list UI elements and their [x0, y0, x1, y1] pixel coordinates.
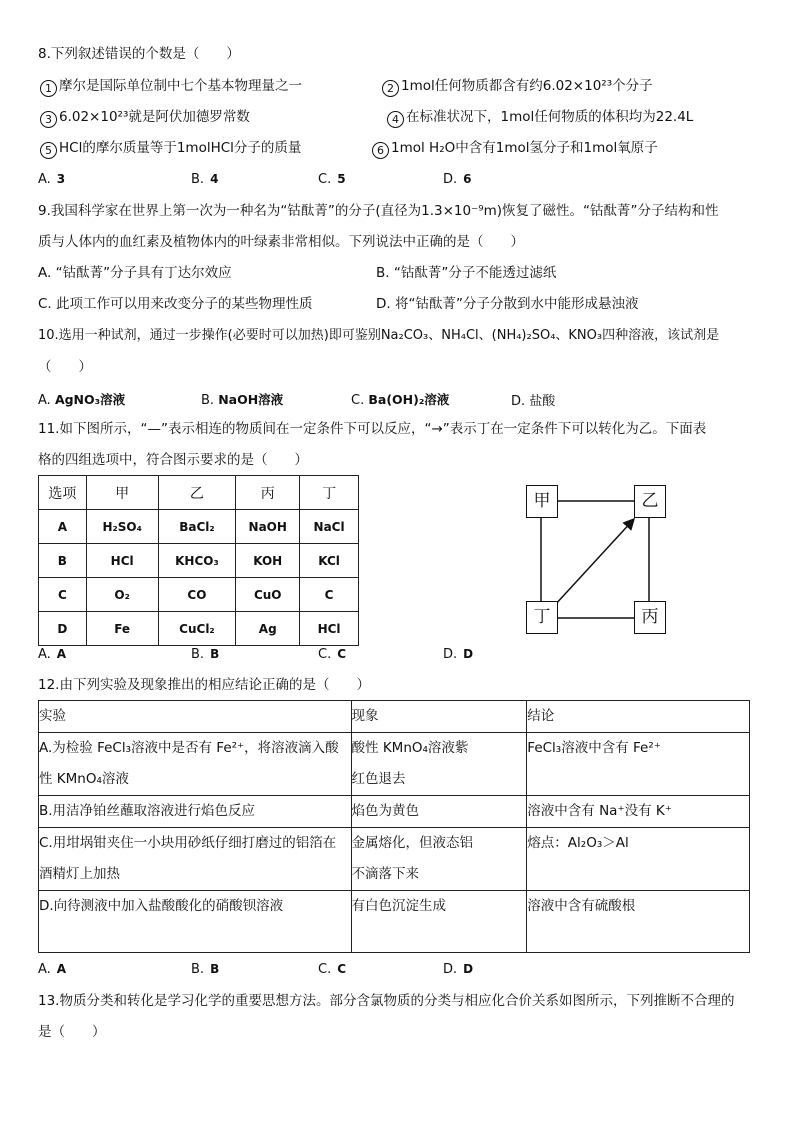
q9-stem-line2: 质与人体内的血红素及植物体内的叶绿素非常相似。下列说法中正确的是（ ） — [38, 234, 524, 250]
q8-item-3: 3 6.02×10²³就是阿伏加德罗常数 — [40, 108, 250, 128]
table-cell: B.用洁净铂丝蘸取溶液进行焰色反应 — [39, 796, 352, 828]
table-cell: A.为检验 FeCl₃溶液中是否有 Fe²⁺，将溶液滴入酸 性 KMnO₄溶液 — [39, 733, 352, 796]
table-header-cell: 选项 — [39, 476, 87, 510]
q9-option-b[interactable]: B. “钴酞菁”分子不能透过滤纸 — [376, 265, 557, 281]
diagram-node-jia: 甲 — [526, 485, 558, 518]
table-cell: Fe — [86, 612, 158, 646]
table-cell: D.向待测液中加入盐酸酸化的硝酸钡溶液 — [39, 891, 352, 953]
table-cell: 溶液中含有 Na⁺没有 K⁺ — [527, 796, 750, 828]
q9-stem-line1: 9.我国科学家在世界上第一次为一种名为“钴酞菁”的分子(直径为1.3×10⁻⁹m)恢复了磁性。“钴酞菁”分子结构和性 — [38, 203, 719, 219]
circle-number-icon: 1 — [40, 80, 57, 97]
q11-stem-line2: 格的四组选项中，符合图示要求的是（ ） — [38, 452, 308, 468]
q10-option-b[interactable]: B. NaOH溶液 — [201, 392, 284, 408]
q11-table — [38, 475, 359, 646]
table-cell: NaOH — [236, 510, 300, 544]
table-row — [39, 891, 750, 953]
circle-number-icon: 5 — [40, 142, 57, 159]
diagram-node-bing: 丙 — [634, 601, 666, 634]
q10-option-d[interactable]: D. 盐酸 — [511, 394, 556, 409]
table-cell: 有白色沉淀生成 — [351, 891, 527, 953]
table-header-cell: 甲 — [86, 476, 158, 510]
q8-option-b[interactable]: B. 4 — [191, 172, 219, 187]
table-cell: D — [39, 612, 87, 646]
table-cell: KHCO₃ — [158, 544, 236, 578]
table-cell: C.用坩埚钳夹住一小块用砂纸仔细打磨过的铝箔在 酒精灯上加热 — [39, 828, 352, 891]
q8-option-c[interactable]: C. 5 — [318, 172, 346, 187]
q8-item-5: 5 HCl的摩尔质量等于1molHCl分子的质量 — [40, 139, 301, 159]
table-cell: Ag — [236, 612, 300, 646]
q8-item-2: 2 1mol任何物质都含有约6.02×10²³个分子 — [382, 77, 653, 97]
q13-stem-line2: 是（ ） — [38, 1024, 106, 1040]
q12-option-b[interactable]: B. B — [191, 962, 220, 977]
circle-number-icon: 6 — [372, 142, 389, 159]
table-row — [39, 578, 359, 612]
table-cell: CO — [158, 578, 236, 612]
q12-table — [38, 700, 750, 953]
q11-option-a[interactable]: A. A — [38, 647, 67, 662]
table-cell: C — [300, 578, 359, 612]
q11-option-d[interactable]: D. D — [443, 647, 474, 662]
table-cell: CuO — [236, 578, 300, 612]
table-header-cell: 结论 — [527, 701, 750, 733]
q10-stem-line1: 10.选用一种试剂，通过一步操作(必要时可以加热)即可鉴别Na₂CO₃、NH₄Cl、(NH₄)₂SO₄、KNO₃四种溶液，该试剂是 — [38, 328, 720, 343]
q12-option-c[interactable]: C. C — [318, 962, 347, 977]
circle-number-icon: 4 — [387, 111, 404, 128]
q9-option-c[interactable]: C. 此项工作可以用来改变分子的某些物理性质 — [38, 296, 313, 312]
table-row — [39, 612, 359, 646]
table-cell: HCl — [300, 612, 359, 646]
table-header-cell: 丁 — [300, 476, 359, 510]
q9-option-d[interactable]: D. 将“钴酞菁”分子分散到水中能形成悬浊液 — [376, 296, 639, 312]
q8-item-6: 6 1mol H₂O中含有1mol氢分子和1mol氧原子 — [372, 139, 658, 159]
table-row — [39, 828, 750, 891]
q10-option-c[interactable]: C. Ba(OH)₂溶液 — [351, 392, 450, 408]
table-cell: NaCl — [300, 510, 359, 544]
table-header-row — [39, 701, 750, 733]
table-cell: 酸性 KMnO₄溶液紫 红色退去 — [351, 733, 527, 796]
table-cell: A — [39, 510, 87, 544]
q11-option-b[interactable]: B. B — [191, 647, 220, 662]
q12-stem: 12.由下列实验及现象推出的相应结论正确的是（ ） — [38, 677, 370, 693]
q8-option-d[interactable]: D. 6 — [443, 172, 472, 187]
q10-stem-line2: （ ） — [38, 359, 92, 375]
table-cell: O₂ — [86, 578, 158, 612]
table-cell: C — [39, 578, 87, 612]
table-cell: 焰色为黄色 — [351, 796, 527, 828]
table-header-row — [39, 476, 359, 510]
q8-option-a[interactable]: A. 3 — [38, 172, 66, 187]
table-cell: B — [39, 544, 87, 578]
circle-number-icon: 3 — [40, 111, 57, 128]
table-cell: 熔点：Al₂O₃＞Al — [527, 828, 750, 891]
table-cell: BaCl₂ — [158, 510, 236, 544]
circle-number-icon: 2 — [382, 80, 399, 97]
q13-stem-line1: 13.物质分类和转化是学习化学的重要思想方法。部分含氯物质的分类与相应化合价关系如图所示，下列推断不合理的 — [38, 993, 735, 1009]
q11-stem-line1: 11.如下图所示，“—”表示相连的物质间在一定条件下可以反应，“→”表示丁在一定条件下可以转化为乙。下面表 — [38, 421, 707, 437]
q12-option-a[interactable]: A. A — [38, 962, 67, 977]
table-row — [39, 796, 750, 828]
table-cell: HCl — [86, 544, 158, 578]
q8-item-4: 4 在标准状况下，1mol任何物质的体积均为22.4L — [387, 108, 693, 128]
q11-option-c[interactable]: C. C — [318, 647, 347, 662]
table-cell: 金属熔化，但液态铝 不滴落下来 — [351, 828, 527, 891]
table-header-cell: 丙 — [236, 476, 300, 510]
q12-option-d[interactable]: D. D — [443, 962, 474, 977]
table-cell: H₂SO₄ — [86, 510, 158, 544]
table-row — [39, 510, 359, 544]
q8-item-1: 1 摩尔是国际单位制中七个基本物理量之一 — [40, 77, 302, 97]
diagram-node-ding: 丁 — [526, 601, 558, 634]
table-header-cell: 实验 — [39, 701, 352, 733]
table-cell: FeCl₃溶液中含有 Fe²⁺ — [527, 733, 750, 796]
arrow-ding-to-yi — [554, 519, 634, 606]
table-cell: KCl — [300, 544, 359, 578]
table-row — [39, 733, 750, 796]
table-cell: CuCl₂ — [158, 612, 236, 646]
q8-stem: 8.下列叙述错误的个数是（ ） — [38, 46, 240, 62]
diagram-node-yi: 乙 — [634, 485, 666, 518]
table-header-cell: 现象 — [351, 701, 527, 733]
table-cell: 溶液中含有硫酸根 — [527, 891, 750, 953]
q10-option-a[interactable]: A. AgNO₃溶液 — [38, 392, 126, 408]
table-row — [39, 544, 359, 578]
q9-option-a[interactable]: A. “钴酞菁”分子具有丁达尔效应 — [38, 265, 232, 281]
table-header-cell: 乙 — [158, 476, 236, 510]
table-cell: KOH — [236, 544, 300, 578]
